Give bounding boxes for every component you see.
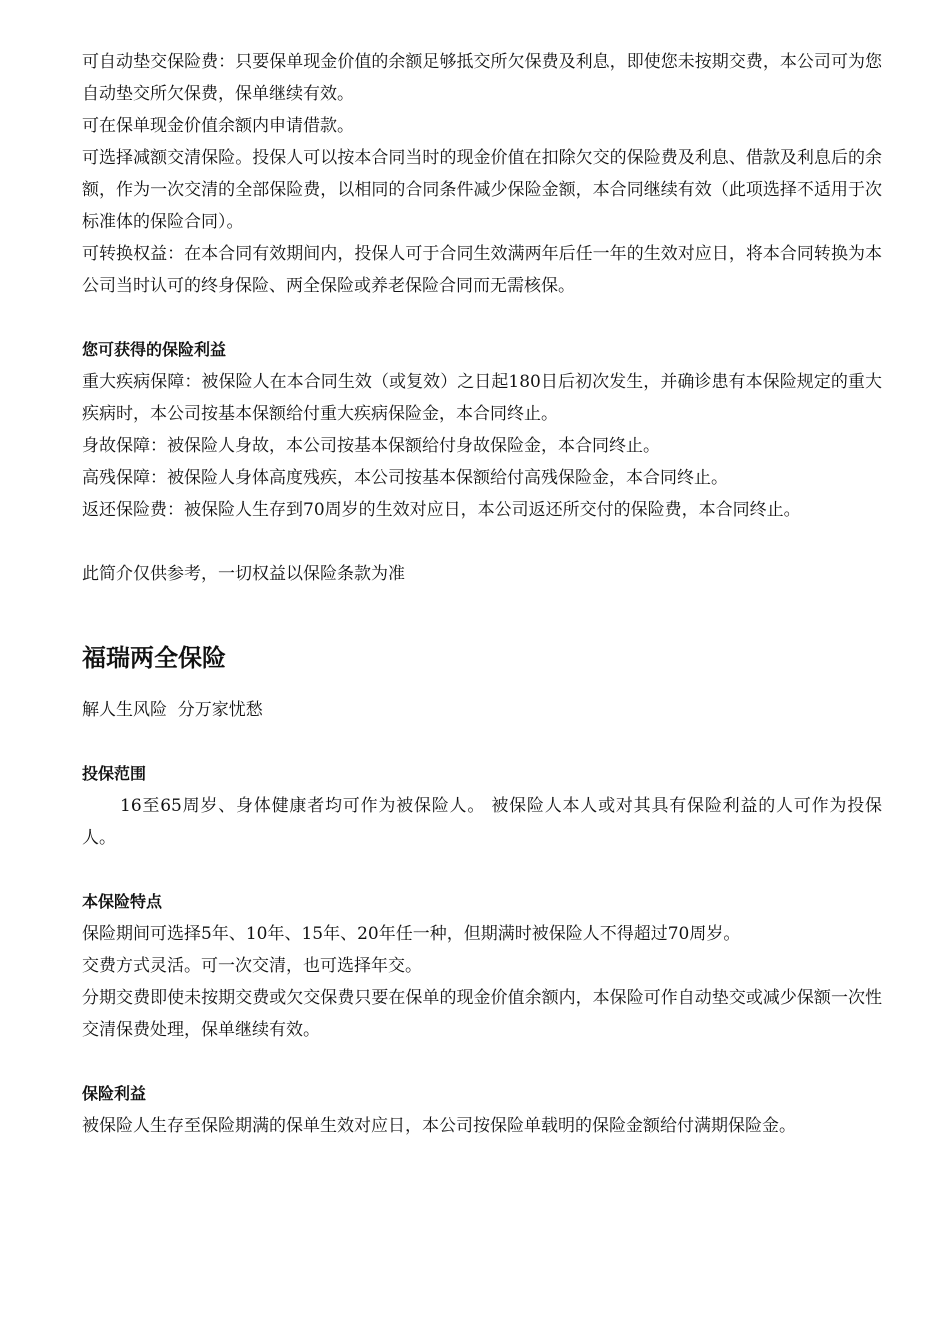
- feature-reduced-paidup: 可选择减额交清保险。投保人可以按本合同当时的现金价值在扣除欠交的保险费及利息、借款及利息后的余额，作为一次交清的全部保险费，以相同的合同条件减少保险金额，本合同继续有效（此项选择不适用于次标准体的保险合同）。: [82, 148, 882, 232]
- feature-conversion: 可转换权益：在本合同有效期间内，投保人可于合同生效满两年后任一年的生效对应日，将本合同转换为本公司当时认可的终身保险、两全保险或养老保险合同而无需核保。: [82, 244, 882, 296]
- features-heading: 本保险特点: [82, 892, 163, 911]
- benefit-disability: 高残保障：被保险人身体高度残疾，本公司按基本保额给付高残保险金，本合同终止。: [82, 468, 728, 488]
- product-title: 福瑞两全保险: [82, 644, 226, 672]
- document-page: [82, 46, 882, 1142]
- disclaimer: 此简介仅供参考，一切权益以保险条款为准: [82, 564, 405, 584]
- benefit-death: 身故保障：被保险人身故，本公司按基本保额给付身故保险金，本合同终止。: [82, 436, 660, 456]
- scope-heading: 投保范围: [82, 764, 147, 783]
- feature-loan: 可在保单现金价值余额内申请借款。: [82, 116, 354, 136]
- feature-installment: 分期交费即使未按期交费或欠交保费只要在保单的现金价值余额内，本保险可作自动垫交或减少保额一次性交清保费处理，保单继续有效。: [82, 988, 882, 1040]
- feature-term: 保险期间可选择5年、10年、15年、20年任一种，但期满时被保险人不得超过70周岁。: [82, 924, 741, 944]
- benefits-heading: 您可获得的保险利益: [82, 340, 227, 359]
- benefits2-heading: 保险利益: [82, 1084, 147, 1103]
- scope-text: 16至65周岁、身体健康者均可作为被保险人。 被保险人本人或对其具有保险利益的人可作为投保人。: [82, 796, 882, 848]
- benefit-critical-illness: 重大疾病保障：被保险人在本合同生效（或复效）之日起180日后初次发生，并确诊患有本保险规定的重大疾病时，本公司按基本保额给付重大疾病保险金，本合同终止。: [82, 372, 882, 424]
- benefit-maturity: 被保险人生存至保险期满的保单生效对应日，本公司按保险单载明的保险金额给付满期保险金。: [82, 1116, 796, 1136]
- benefit-premium-return: 返还保险费：被保险人生存到70周岁的生效对应日，本公司返还所交付的保险费，本合同终止。: [82, 500, 801, 520]
- feature-auto-premium: 可自动垫交保险费：只要保单现金价值的余额足够抵交所欠保费及利息，即使您未按期交费，本公司可为您自动垫交所欠保费，保单继续有效。: [82, 52, 882, 104]
- feature-payment: 交费方式灵活。可一次交清，也可选择年交。: [82, 956, 422, 976]
- product-slogan: 解人生风险 分万家忧愁: [82, 700, 263, 720]
